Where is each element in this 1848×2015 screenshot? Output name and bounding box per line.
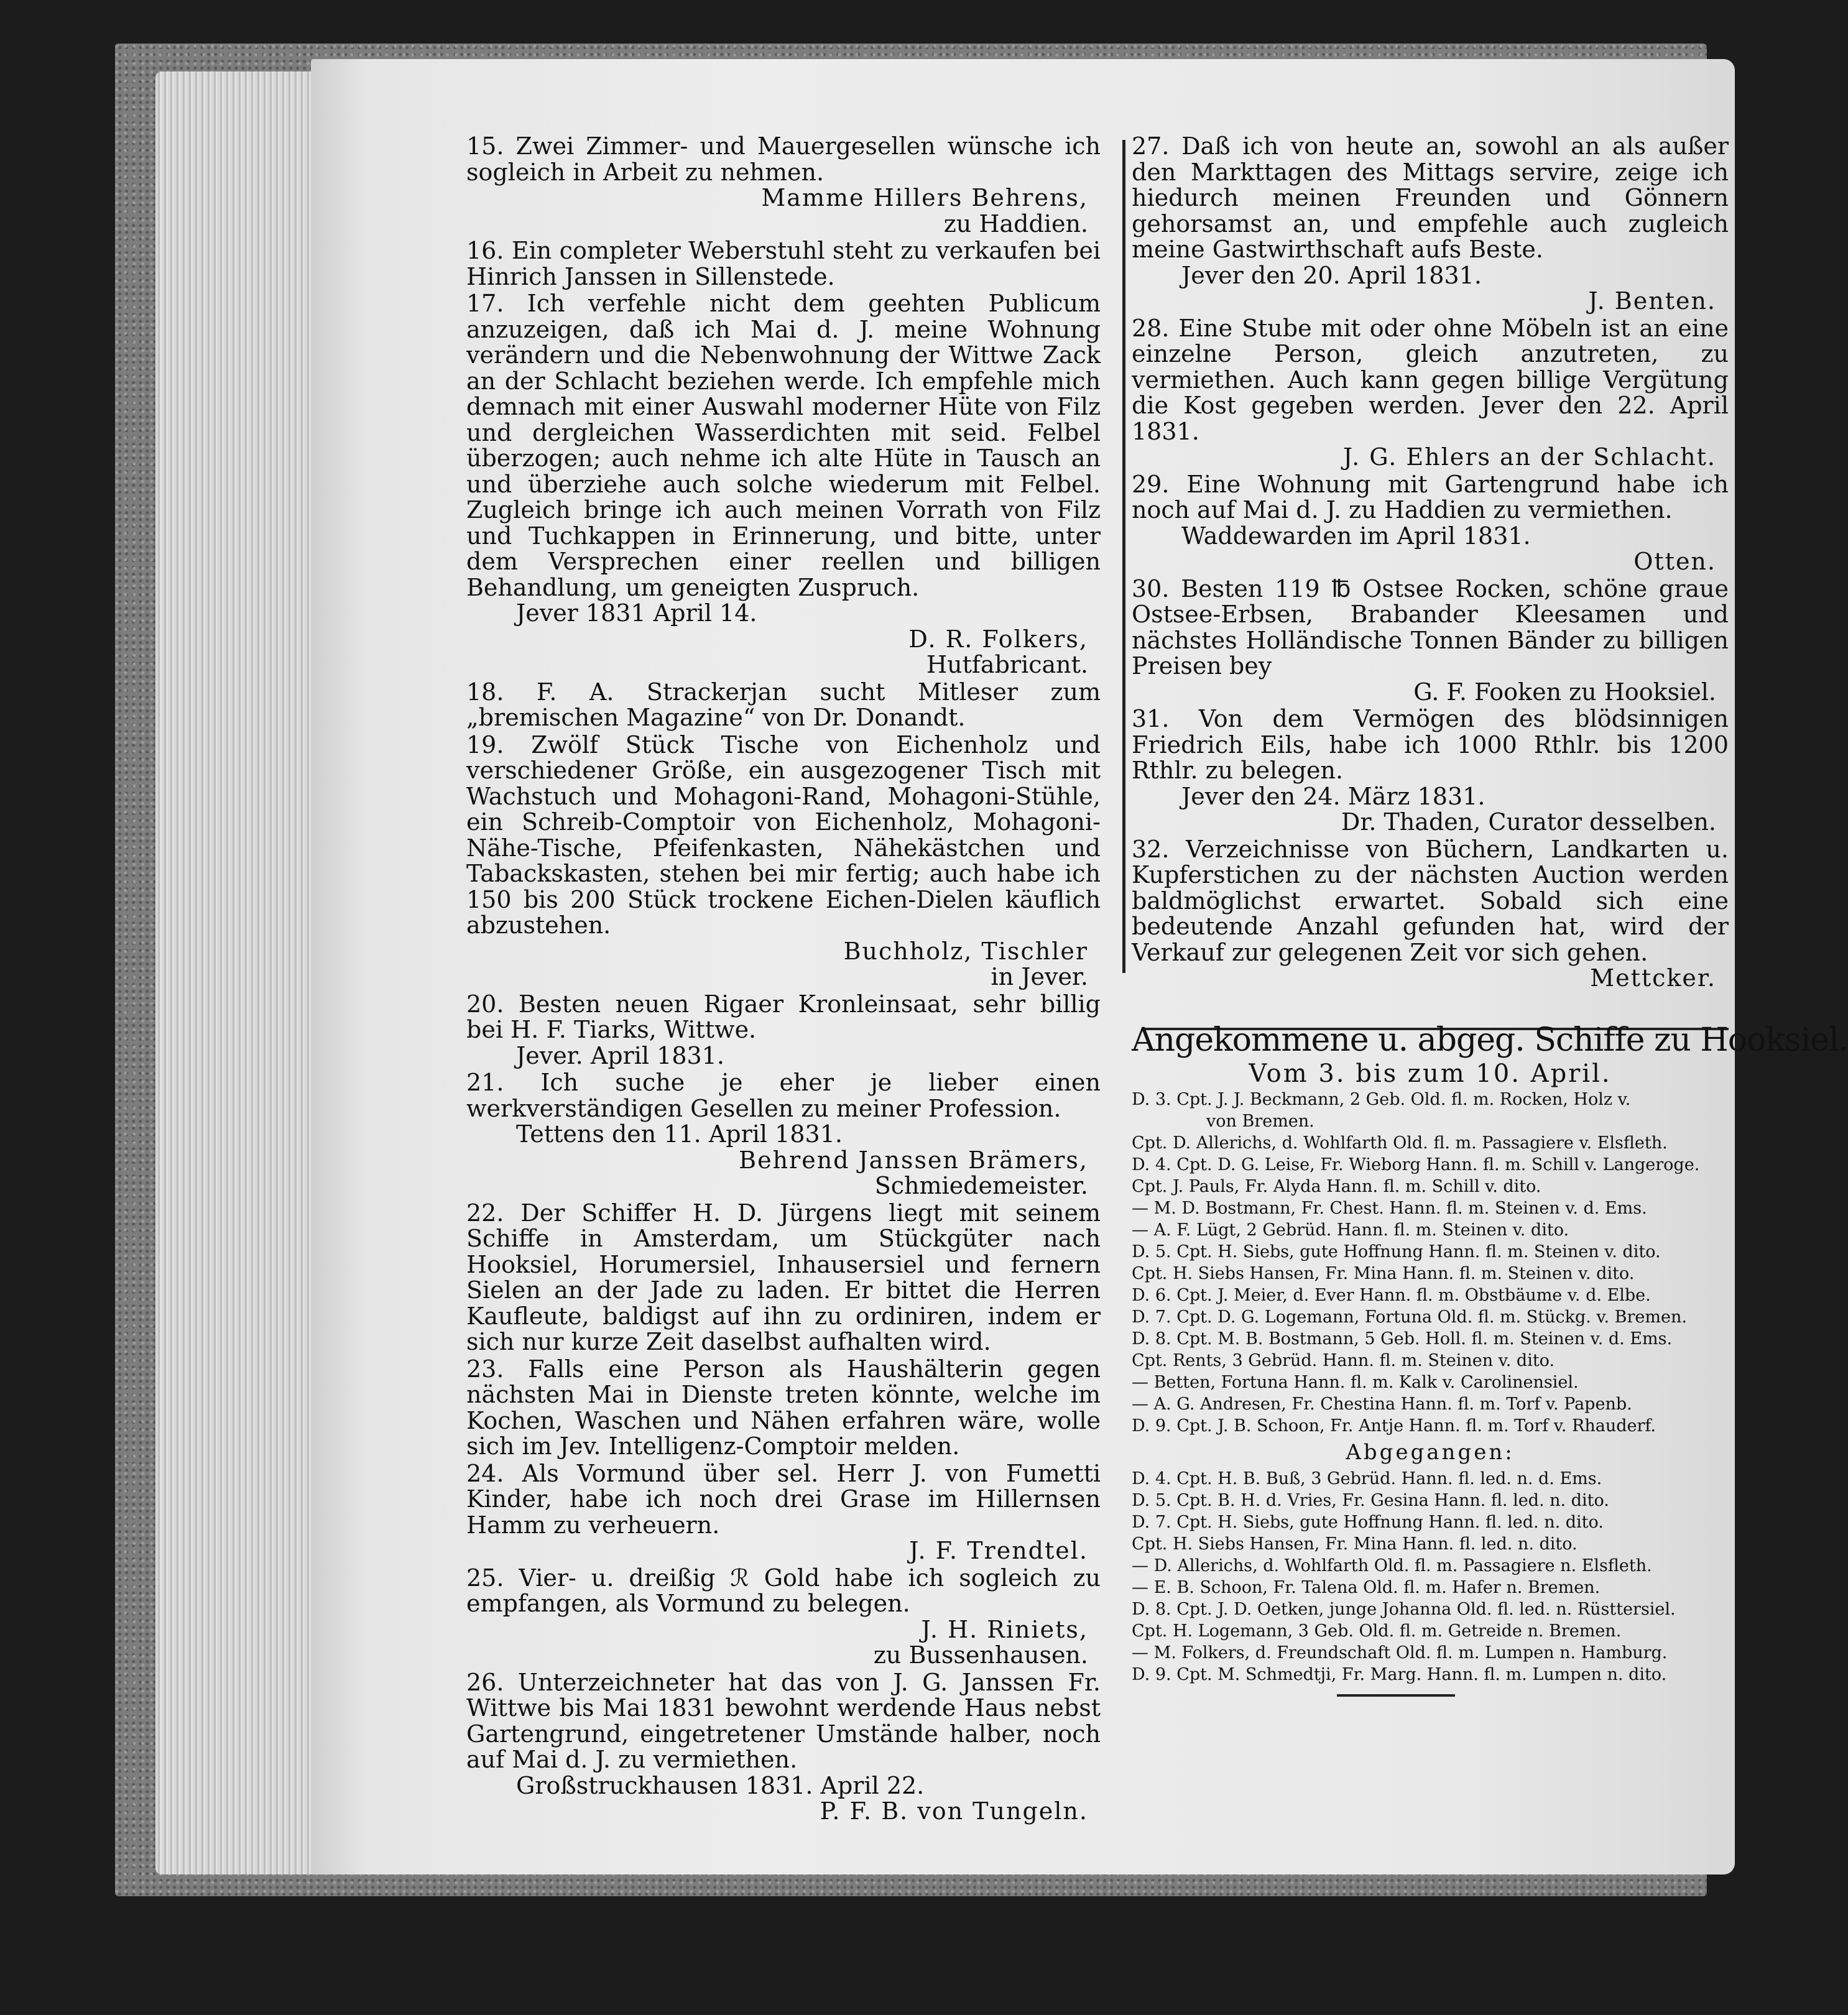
notice-signature: Otten.	[1633, 548, 1716, 575]
notice-text: 32. Verzeichnisse von Büchern, Landkarten u. Kupferstichen zu der nächsten Auction werden baldmöglichst erwartet. Sobald sich eine bedeutende Anzahl gefunden hat, wird der Verkauf zur gelegenen Zeit vor sich gehen.	[1132, 835, 1729, 966]
list-item: Cpt. J. Pauls, Fr. Alyda Hann. fl. m. Schill v. dito.	[1132, 1176, 1541, 1196]
ships-title: Angekommene u. abgeg. Schiffe zu Hooksiel.	[1132, 1021, 1848, 1059]
notice-text: 25. Vier- u. dreißig ℛ Gold habe ich sogleich zu empfangen, als Vormund zu belegen.	[466, 1564, 1101, 1617]
notice-28	[1132, 316, 1729, 471]
list-item: von Bremen.	[1206, 1111, 1314, 1131]
notice-26	[466, 1670, 1101, 1825]
notice-16	[466, 238, 1101, 290]
notice-text: 18. F. A. Strackerjan sucht Mitleser zum „bremischen Magazine“ von Dr. Donandt.	[466, 678, 1101, 731]
notice-text: 30. Besten 119 ℔ Ostsee Rocken, schöne graue Ostsee-Erbsen, Brabander Kleesamen und nächstes Holländische Tonnen Bänder zu billigen Preisen bey	[1132, 574, 1729, 680]
notice-text: 20. Besten neuen Rigaer Kronleinsaat, sehr billig bei H. F. Tiarks, Wittwe.	[466, 990, 1101, 1043]
end-rule	[1337, 1694, 1455, 1697]
notice-text: 26. Unterzeichneter hat das von J. G. Janssen Fr. Wittwe bis Mai 1831 bewohnt werdende Haus nebst Gartengrund, eingetretener Umstände halber, noch auf Mai d. J. zu vermiethen.	[466, 1668, 1101, 1773]
arrived-ships-list	[1132, 1089, 1729, 1437]
notice-signature: J. H. Riniets,	[921, 1615, 1088, 1643]
notice-32	[1132, 837, 1729, 992]
notice-text: 24. Als Vormund über sel. Herr J. von Fumetti Kinder, habe ich noch drei Grase im Hillernsen Hamm zu verheuern.	[466, 1459, 1101, 1539]
notice-date: Waddewarden im April 1831.	[1181, 522, 1531, 550]
notice-17	[466, 291, 1101, 678]
list-item: Cpt. Rents, 3 Gebrüd. Hann. fl. m. Steinen v. dito.	[1132, 1350, 1555, 1370]
list-item: — E. B. Schoon, Fr. Talena Old. fl. m. Hafer n. Bremen.	[1132, 1577, 1601, 1597]
notice-text: 21. Ich suche je eher je lieber einen werkverständigen Gesellen zu meiner Profession.	[466, 1069, 1101, 1122]
notice-text: 31. Von dem Vermögen des blödsinnigen Friedrich Eils, habe ich 1000 Rthlr. bis 1200 Rthlr. zu belegen.	[1132, 705, 1729, 784]
notice-date: Tettens den 11. April 1831.	[516, 1120, 843, 1148]
notice-signature: Mamme Hillers Behrens,	[761, 184, 1088, 211]
notice-signature: J. Benten.	[1588, 287, 1716, 315]
notice-signature: Buchholz, Tischler	[843, 937, 1088, 965]
newspaper-page	[311, 59, 1848, 1874]
notice-signature-title: Hutfabricant.	[926, 651, 1088, 678]
notice-21	[466, 1070, 1101, 1199]
notice-text: 19. Zwölf Stück Tische von Eichenholz und verschiedener Größe, ein ausgezogener Tisch mit Wachstuch und Mohagoni-Rand, Mohagoni-Stühle, ein Schreib-Comptoir von Eichenholz, Mohagoni-Nähe-Tische, Pfeifenkasten, Nähekästchen und Tabackskasten, stehen bei mir fertig; auch habe ich 150 bis 200 Stück trockene Eichen-Dielen käuflich abzustehen.	[466, 731, 1101, 939]
list-item: Cpt. D. Allerichs, d. Wohlfarth Old. fl. m. Passagiere v. Elsfleth.	[1132, 1133, 1668, 1153]
notice-22	[466, 1201, 1101, 1355]
notice-30	[1132, 576, 1729, 706]
notice-19	[466, 732, 1101, 990]
notice-text: 22. Der Schiffer H. D. Jürgens liegt mit seinem Schiffe in Amsterdam, um Stückgüter nach Hooksiel, Horumersiel, Inhausersiel und fernern Sielen an der Jade zu laden. Er bittet die Herren Kaufleute, baldigst auf ihn zu ordiniren, indem er sich nur kurze Zeit daselbst aufhalten wird.	[466, 1199, 1101, 1355]
list-item: Cpt. H. Siebs Hansen, Fr. Mina Hann. fl. led. n. dito.	[1132, 1534, 1578, 1554]
list-item: D. 8. Cpt. J. D. Oetken, junge Johanna Old. fl. led. n. Rüsttersiel.	[1132, 1599, 1676, 1619]
list-item: D. 7. Cpt. H. Siebs, gute Hoffnung Hann. fl. led. n. dito.	[1132, 1512, 1604, 1532]
departed-ships-list	[1132, 1468, 1729, 1685]
list-item: D. 6. Cpt. J. Meier, d. Ever Hann. fl. m. Obstbäume v. d. Elbe.	[1132, 1285, 1651, 1305]
notice-signature: Behrend Janssen Brämers,	[739, 1146, 1088, 1174]
notice-15	[466, 134, 1101, 237]
notice-text: 29. Eine Wohnung mit Gartengrund habe ich noch auf Mai d. J. zu Haddien zu vermiethen.	[1132, 470, 1729, 523]
left-column	[466, 134, 1101, 1826]
notice-date: Großstruckhausen 1831. April 22.	[516, 1771, 925, 1799]
notice-18	[466, 680, 1101, 731]
list-item: D. 9. Cpt. J. B. Schoon, Fr. Antje Hann. fl. m. Torf v. Rhauderf.	[1132, 1416, 1656, 1436]
notice-signature: P. F. B. von Tungeln.	[820, 1797, 1088, 1825]
notice-text: 27. Daß ich von heute an, sowohl an als außer den Markttagen des Mittags servire, zeige ich hiedurch meinen Freunden und Gönnern gehorsamst an, und empfehle auch zugleich meine Gastwirthschaft aufs Beste.	[1132, 132, 1729, 263]
list-item: D. 5. Cpt. H. Siebs, gute Hoffnung Hann. fl. m. Steinen v. dito.	[1132, 1242, 1661, 1261]
list-item: D. 3. Cpt. J. J. Beckmann, 2 Geb. Old. fl. m. Rocken, Holz v.	[1132, 1089, 1631, 1109]
notice-signature: J. G. Ehlers an der Schlacht.	[1342, 443, 1716, 471]
notice-24	[466, 1461, 1101, 1564]
list-item: D. 4. Cpt. H. B. Buß, 3 Gebrüd. Hann. fl. led. n. d. Ems.	[1132, 1469, 1602, 1488]
notice-signature: D. R. Folkers,	[908, 625, 1088, 653]
ships-subtitle: Vom 3. bis zum 10. April.	[1249, 1059, 1612, 1088]
list-item: — Betten, Fortuna Hann. fl. m. Kalk v. Carolinensiel.	[1132, 1372, 1579, 1392]
list-item: — M. D. Bostmann, Fr. Chest. Hann. fl. m. Steinen v. d. Ems.	[1132, 1198, 1647, 1218]
notice-27	[1132, 134, 1729, 315]
list-item: D. 7. Cpt. D. G. Logemann, Fortuna Old. fl. m. Stückg. v. Bremen.	[1132, 1307, 1687, 1327]
notice-date: Jever 1831 April 14.	[516, 599, 757, 627]
list-item: D. 4. Cpt. D. G. Leise, Fr. Wieborg Hann. fl. m. Schill v. Langeroge.	[1132, 1155, 1700, 1174]
notice-date: Jever den 24. März 1831.	[1181, 782, 1485, 810]
list-item: D. 5. Cpt. B. H. d. Vries, Fr. Gesina Hann. fl. led. n. dito.	[1132, 1490, 1609, 1510]
notice-25	[466, 1565, 1101, 1669]
notice-date: Jever den 20. April 1831.	[1181, 261, 1482, 289]
list-item: Cpt. H. Logemann, 3 Geb. Old. fl. m. Getreide n. Bremen.	[1132, 1621, 1622, 1641]
notice-date: Jever. April 1831.	[516, 1041, 724, 1069]
list-item: — D. Allerichs, d. Wohlfarth Old. fl. m. Passagiere n. Elsfleth.	[1132, 1556, 1652, 1575]
notice-20	[466, 992, 1101, 1069]
right-column	[1132, 132, 1848, 1697]
notice-signature: Mettcker.	[1590, 964, 1716, 992]
page-stack	[155, 71, 317, 1874]
notice-text: 16. Ein completer Weberstuhl steht zu verkaufen bei Hinrich Janssen in Sillenstede.	[466, 237, 1101, 290]
list-item: — M. Folkers, d. Freundschaft Old. fl. m. Lumpen n. Hamburg.	[1132, 1643, 1668, 1662]
notice-signature-place: in Jever.	[991, 963, 1088, 990]
list-item: D. 8. Cpt. M. B. Bostmann, 5 Geb. Holl. fl. m. Steinen v. d. Ems.	[1132, 1329, 1673, 1349]
notice-text: 15. Zwei Zimmer- und Mauergesellen wünsche ich sogleich in Arbeit zu nehmen.	[466, 132, 1101, 186]
notice-text: 17. Ich verfehle nicht dem geehten Publicum anzuzeigen, daß ich Mai d. J. meine Wohnung verändern und die Nebenwohnung der Wittwe Zack an der Schlacht beziehen werde. Ich empfehle mich demnach mit einer Auswahl moderner Hüte von Filz und dergleichen Wasserdichten mit seid. Felbel überzogen; auch nehme ich alte Hüte in Tausch an und überziehe auch solche wiederum mit Felbel. Zugleich bringe ich auch meinen Vorrath von Filz und Tuchkappen in Erinnerung, und bitte, unter dem Versprechen einer reellen und billigen Behandlung, um geneigten Zuspruch.	[466, 290, 1101, 601]
notice-signature: J. F. Trendtel.	[909, 1537, 1088, 1564]
notice-signature-title: Schmiedemeister.	[874, 1172, 1088, 1199]
departed-heading: Abgegangen:	[1346, 1439, 1515, 1465]
list-item: — A. F. Lügt, 2 Gebrüd. Hann. fl. m. Steinen v. dito.	[1132, 1220, 1569, 1240]
notice-signature: Dr. Thaden, Curator desselben.	[1341, 808, 1716, 836]
notice-signature: G. F. Fooken zu Hooksiel.	[1413, 678, 1716, 706]
notice-signature-place: zu Bussenhausen.	[873, 1641, 1088, 1669]
notice-signature-place: zu Haddien.	[943, 210, 1088, 237]
notice-29	[1132, 472, 1729, 575]
list-item: — A. G. Andresen, Fr. Chestina Hann. fl. m. Torf v. Papenb.	[1132, 1394, 1632, 1414]
notice-31	[1132, 706, 1729, 836]
column-divider	[1122, 140, 1125, 973]
notice-text: 23. Falls eine Person als Haushälterin gegen nächsten Mai in Dienste treten könnte, welche im Kochen, Waschen und Nähen erfahren wäre, wolle sich im Jev. Intelligenz-Comptoir melden.	[466, 1355, 1101, 1460]
notice-text: 28. Eine Stube mit oder ohne Möbeln ist an eine einzelne Person, gleich anzutreten, zu vermiethen. Auch kann gegen billige Vergütung die Kost gegeben werden. Jever den 22. April 1831.	[1132, 314, 1729, 445]
list-item: Cpt. H. Siebs Hansen, Fr. Mina Hann. fl. m. Steinen v. dito.	[1132, 1263, 1635, 1283]
notice-23	[466, 1357, 1101, 1460]
list-item: D. 9. Cpt. M. Schmedtji, Fr. Marg. Hann. fl. m. Lumpen n. dito.	[1132, 1664, 1667, 1684]
